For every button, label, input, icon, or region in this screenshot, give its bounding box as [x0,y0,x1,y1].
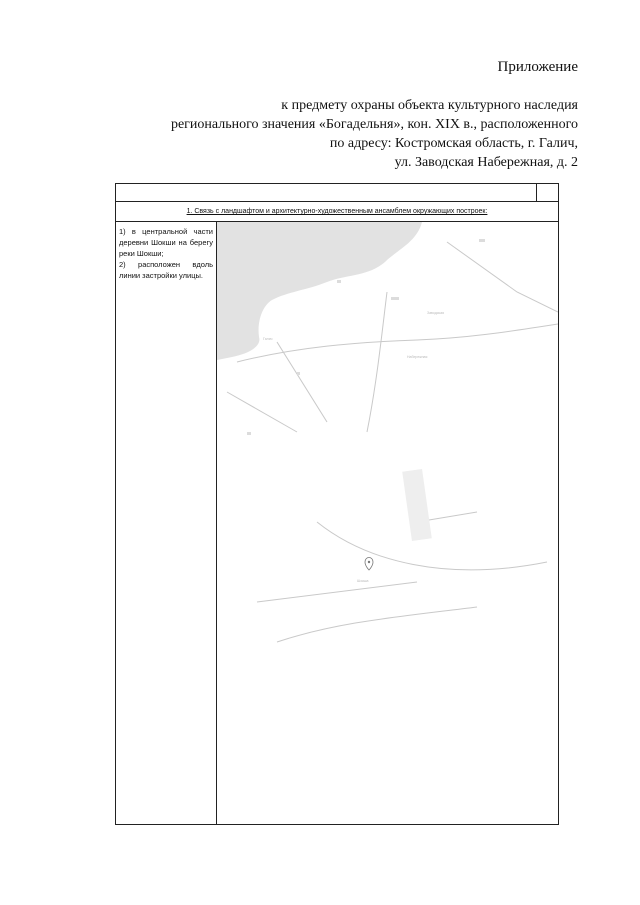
map-svg [217,222,558,808]
section-heading: 1. Связь с ландшафтом и архитектурно-художественным ансамблем окружающих построек: [186,208,488,215]
subject-line-3: по адресу: Костромская область, г. Галич, [329,136,578,151]
map-label-galich: Галич [263,337,273,341]
map-label-shoksha: Шокша [357,579,369,583]
map-label-zavodskaya: Заводская [427,311,444,315]
document-header [58,58,578,172]
road-network [227,242,558,642]
description-cell [116,222,217,824]
table-top-bar [116,184,558,202]
protection-subject-table [115,183,559,825]
map-label-naberezhnaya: Набережная [407,355,428,359]
appendix-title: Приложение [497,59,578,75]
location-pin-icon [365,558,373,571]
subject-line-2: регионального значения «Богадельня», кон. XIX в., расположенного [170,117,578,132]
section-heading-row [116,202,558,222]
subject-line-1: к предмету охраны объекта культурного наследия [281,98,578,113]
subject-line-4: ул. Заводская Набережная, д. 2 [394,155,578,170]
river-area [217,222,422,360]
location-map [217,222,558,824]
description-item-1: 1) в центральной части деревни Шокши на берегу реки Шокши; [119,227,213,258]
description-item-2: 2) расположен вдоль линии застройки улицы. [119,260,213,280]
table-corner-cell [536,184,558,202]
